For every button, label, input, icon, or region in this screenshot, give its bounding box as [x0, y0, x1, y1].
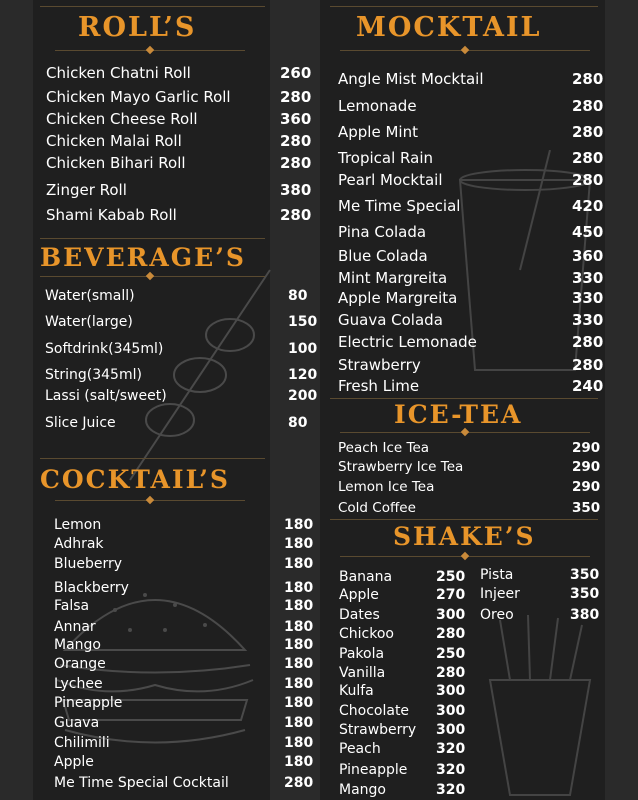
- menu-item-name: Fresh Lime: [338, 377, 420, 395]
- menu-item-name: Softdrink(345ml): [45, 341, 164, 357]
- menu-item-name: Injeer: [480, 586, 520, 602]
- menu-item-name: Blackberry: [54, 580, 129, 596]
- menu-item-price: 200: [288, 388, 318, 404]
- menu-item-name: Apple Margreita: [338, 289, 458, 307]
- menu-item-name: Pakola: [339, 646, 385, 662]
- menu-item-name: Orange: [54, 656, 106, 672]
- menu-item-name: Chicken Bihari Roll: [46, 154, 186, 172]
- icetea-top-rule: [330, 398, 598, 399]
- menu-item-name: Peach Ice Tea: [338, 440, 430, 456]
- menu-item-name: Lemonade: [338, 97, 417, 115]
- menu-item-price: 180: [284, 619, 314, 635]
- menu-item-price: 300: [436, 722, 466, 738]
- menu-item-price: 180: [284, 715, 314, 731]
- menu-item-price: 180: [284, 598, 314, 614]
- beverages-top-rule: [40, 238, 265, 239]
- mocktails-heading: MOCKTAIL: [356, 12, 542, 43]
- menu-item-price: 420: [572, 197, 604, 215]
- menu-item-price: 180: [284, 695, 314, 711]
- mocktails-top-rule: [330, 6, 598, 7]
- shakes-heading: SHAKE’S: [393, 522, 536, 551]
- menu-item-price: 280: [572, 70, 604, 88]
- menu-item-price: 180: [284, 676, 314, 692]
- menu-item-name: Chicken Chatni Roll: [46, 64, 191, 82]
- menu-item-name: Guava: [54, 715, 100, 731]
- menu-item-price: 180: [284, 580, 314, 596]
- menu-item-name: Chicken Mayo Garlic Roll: [46, 88, 231, 106]
- menu-item-price: 280: [572, 123, 604, 141]
- menu-item-price: 320: [436, 782, 466, 798]
- menu-item-name: Tropical Rain: [338, 149, 433, 167]
- menu-item-name: Dates: [339, 607, 380, 623]
- menu-item-price: 180: [284, 517, 314, 533]
- rolls-ornament: [140, 47, 160, 53]
- menu-item-price: 300: [436, 703, 466, 719]
- menu-item-name: Mint Margreita: [338, 269, 448, 287]
- menu-item-name: Angle Mist Mocktail: [338, 70, 484, 88]
- cocktails-heading: COCKTAIL’S: [40, 465, 230, 494]
- menu-item-price: 180: [284, 656, 314, 672]
- menu-item-name: String(345ml): [45, 367, 142, 383]
- icetea-heading: ICE-TEA: [394, 400, 523, 429]
- menu-item-price: 280: [436, 626, 466, 642]
- menu-item-price: 290: [572, 440, 601, 456]
- menu-item-price: 180: [284, 754, 314, 770]
- menu-item-name: Me Time Special: [338, 197, 461, 215]
- menu-item-name: Electric Lemonade: [338, 333, 477, 351]
- menu-item-name: Slice Juice: [45, 415, 116, 431]
- menu-item-name: Lemon Ice Tea: [338, 479, 435, 495]
- menu-item-name: Cold Coffee: [338, 500, 416, 516]
- beverages-heading: BEVERAGE’S: [40, 243, 246, 272]
- menu-item-price: 150: [288, 314, 318, 330]
- beverages-ornament: [140, 273, 160, 279]
- menu-item-name: Shami Kabab Roll: [46, 206, 177, 224]
- menu-item-price: 280: [280, 88, 312, 106]
- menu-item-price: 280: [280, 132, 312, 150]
- menu-item-name: Blue Colada: [338, 247, 428, 265]
- menu-item-name: Apple: [54, 754, 94, 770]
- menu-item-price: 260: [280, 64, 312, 82]
- menu-item-price: 280: [572, 171, 604, 189]
- menu-item-price: 320: [436, 741, 466, 757]
- menu-item-price: 280: [572, 149, 604, 167]
- menu-item-name: Pineapple: [54, 695, 123, 711]
- menu-item-price: 350: [572, 500, 601, 516]
- menu-item-name: Kulfa: [339, 683, 374, 699]
- menu-item-name: Chicken Malai Roll: [46, 132, 182, 150]
- menu-item-price: 300: [436, 683, 466, 699]
- menu-item-name: Zinger Roll: [46, 181, 127, 199]
- menu-item-name: Chilimili: [54, 735, 110, 751]
- menu-item-price: 250: [436, 569, 466, 585]
- menu-item-price: 240: [572, 377, 604, 395]
- menu-item-name: Annar: [54, 619, 96, 635]
- menu-item-price: 290: [572, 479, 601, 495]
- menu-item-name: Lychee: [54, 676, 103, 692]
- menu-item-price: 360: [280, 110, 312, 128]
- menu-item-price: 80: [288, 415, 308, 431]
- menu-item-name: Oreo: [480, 607, 514, 623]
- cocktails-top-rule: [40, 458, 265, 459]
- menu-item-price: 320: [436, 762, 466, 778]
- menu-item-name: Pina Colada: [338, 223, 427, 241]
- menu-item-name: Banana: [339, 569, 393, 585]
- menu-item-name: Water(small): [45, 288, 135, 304]
- menu-item-name: Guava Colada: [338, 311, 443, 329]
- menu-item-price: 280: [436, 665, 466, 681]
- menu-item-name: Pista: [480, 567, 514, 583]
- menu-item-price: 450: [572, 223, 604, 241]
- menu-item-price: 280: [284, 775, 314, 791]
- menu-item-price: 280: [280, 206, 312, 224]
- menu-item-price: 280: [280, 154, 312, 172]
- menu-item-name: Peach: [339, 741, 381, 757]
- menu-item-name: Chicken Cheese Roll: [46, 110, 198, 128]
- menu-item-price: 80: [288, 288, 308, 304]
- menu-item-price: 330: [572, 269, 604, 287]
- fries-sketch-illustration: [470, 610, 610, 800]
- menu-item-price: 280: [572, 356, 604, 374]
- menu-item-price: 180: [284, 536, 314, 552]
- menu-item-price: 280: [572, 97, 604, 115]
- menu-item-name: Falsa: [54, 598, 90, 614]
- menu-item-name: Strawberry: [339, 722, 417, 738]
- menu-item-price: 330: [572, 289, 604, 307]
- menu-item-name: Mango: [54, 637, 101, 653]
- menu-item-price: 350: [570, 567, 600, 583]
- menu-item-name: Apple Mint: [338, 123, 418, 141]
- menu-item-price: 180: [284, 556, 314, 572]
- menu-item-name: Lassi (salt/sweet): [45, 388, 167, 404]
- menu-item-name: Pearl Mocktail: [338, 171, 443, 189]
- rolls-heading: ROLL’S: [78, 12, 197, 43]
- menu-item-price: 120: [288, 367, 318, 383]
- menu-item-price: 300: [436, 607, 466, 623]
- menu-item-name: Chickoo: [339, 626, 394, 642]
- mocktails-ornament: [455, 47, 475, 53]
- menu-item-name: Water(large): [45, 314, 133, 330]
- menu-item-name: Pineapple: [339, 762, 408, 778]
- menu-item-name: Strawberry: [338, 356, 421, 374]
- menu-item-price: 100: [288, 341, 318, 357]
- rolls-top-rule: [40, 6, 265, 7]
- menu-item-name: Me Time Special Cocktail: [54, 775, 229, 791]
- menu-item-price: 250: [436, 646, 466, 662]
- menu-item-name: Adhrak: [54, 536, 104, 552]
- menu-item-price: 350: [570, 586, 600, 602]
- menu-item-name: Blueberry: [54, 556, 123, 572]
- menu-item-price: 270: [436, 587, 466, 603]
- menu-item-name: Mango: [339, 782, 386, 798]
- menu-item-name: Lemon: [54, 517, 102, 533]
- cocktails-ornament: [140, 497, 160, 503]
- menu-item-price: 360: [572, 247, 604, 265]
- menu-item-price: 180: [284, 735, 314, 751]
- shakes-top-rule: [330, 519, 598, 520]
- menu-item-price: 290: [572, 459, 601, 475]
- shakes-ornament: [455, 553, 475, 559]
- menu-item-name: Vanilla: [339, 665, 386, 681]
- menu-item-name: Apple: [339, 587, 379, 603]
- menu-item-name: Chocolate: [339, 703, 410, 719]
- menu-item-price: 330: [572, 311, 604, 329]
- menu-item-price: 380: [280, 181, 312, 199]
- icetea-ornament: [455, 429, 475, 435]
- menu-item-price: 380: [570, 607, 600, 623]
- menu-item-name: Strawberry Ice Tea: [338, 459, 464, 475]
- menu-item-price: 280: [572, 333, 604, 351]
- menu-item-price: 180: [284, 637, 314, 653]
